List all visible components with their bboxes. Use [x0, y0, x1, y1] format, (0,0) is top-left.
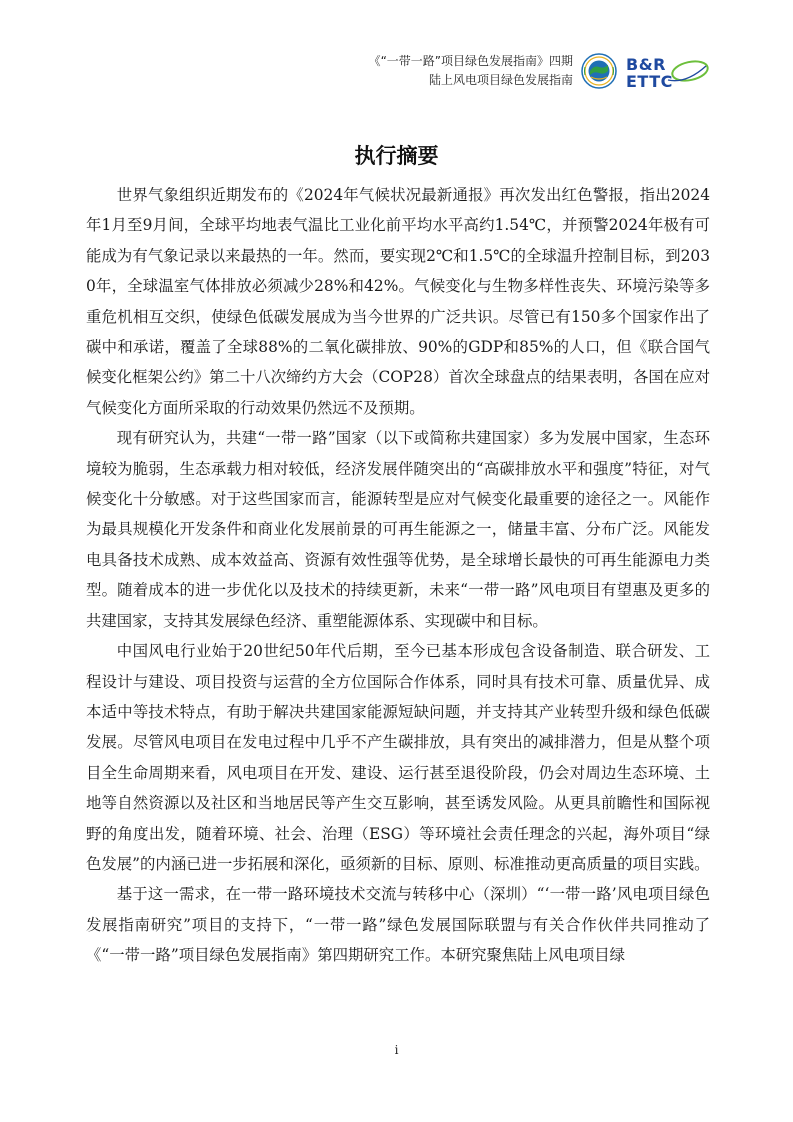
header-guide-title: 陆上风电项目绿色发展指南	[428, 73, 573, 87]
header-text	[369, 52, 573, 90]
page-header	[0, 48, 793, 96]
br-ettc-logo	[626, 52, 712, 92]
paragraph-china-wind-industry: 中国风电行业始于20世纪50年代后期，至今已基本形成包含设备制造、联合研发、工程设计与建设、项目投资与运营的全方位国际合作体系，同时具有技术可靠、质量优异、成本适中等技术特点，有助于解决共建国家能源短缺问题，并支持其产业转型升级和绿色低碳发展。尽管风电项目在发电过程中几乎不产生碳排放，具有突出的减排潜力，但是从整个项目全生命周期来看，风电项目在开发、建设、运行甚至退役阶段，仍会对周边生态环境、土地等自然资源以及社区和当地居民等产生交互影响，甚至诱发风险。从更具前瞻性和国际视野的角度出发，随着环境、社会、治理（ESG）等环境社会责任理念的兴起，海外项目“绿色发展”的内涵已进一步拓展和深化，亟须新的目标、原则、标准推动更高质量的项目实践。	[86, 642, 710, 873]
paragraph-bri-countries: 现有研究认为，共建“一带一路”国家（以下或简称共建国家）多为发展中国家，生态环境较为脆弱，生态承载力相对较低，经济发展伴随突出的“高碳排放水平和强度”特征，对气候变化十分敏感。对于这些国家而言，能源转型是应对气候变化最重要的途径之一。风能作为最具规模化开发条件和商业化发展前景的可再生能源之一，储量丰富、分布广泛。风能发电具备技术成熟、成本效益高、资源有效性强等优势，是全球增长最快的可再生能源电力类型。随着成本的进一步优化以及技术的持续更新，未来“一带一路”风电项目有望惠及更多的共建国家，支持其发展绿色经济、重塑能源体系、实现碳中和目标。	[86, 429, 710, 630]
page-title: 执行摘要	[354, 144, 439, 168]
executive-summary-body	[86, 180, 710, 971]
paragraph-climate-status: 世界气象组织近期发布的《2024年气候状况最新通报》再次发出红色警报，指出2024年1月至9月间，全球平均地表气温比工业化前平均水平高约1.54℃，并预警2024年极有可能成为有气象记录以来最热的一年。然而，要实现2℃和1.5℃的全球温升控制目标，到2030年，全球温室气体排放必须减少28%和42%。气候变化与生物多样性丧失、环境污染等多重危机相互交织，使绿色低碳发展成为当今世界的广泛共识。尽管已有150多个国家作出了碳中和承诺，覆盖了全球88%的二氧化碳排放、90%的GDP和85%的人口，但《联合国气候变化框架公约》第二十八次缔约方大会（COP28）首次全球盘点的结果表明，各国在应对气候变化方面所采取的行动效果仍然远不及预期。	[86, 186, 710, 417]
paragraph-research-background: 基于这一需求，在一带一路环境技术交流与转移中心（深圳）“‘一带一路’风电项目绿色发展指南研究”项目的支持下，“一带一路”绿色发展国际联盟与有关合作伙伴共同推动了《“一带一路”项目绿色发展指南》第四期研究工作。本研究聚焦陆上风电项目绿	[86, 885, 710, 965]
header-series-title: 《“一带一路”项目绿色发展指南》四期	[368, 54, 573, 68]
brand-line-bottom: ETTC	[626, 72, 673, 91]
brand-swoosh-icon	[666, 58, 710, 86]
page-number: i	[394, 1043, 399, 1057]
brand-line-top: B&R	[626, 55, 666, 74]
brigc-seal-logo	[581, 53, 617, 89]
